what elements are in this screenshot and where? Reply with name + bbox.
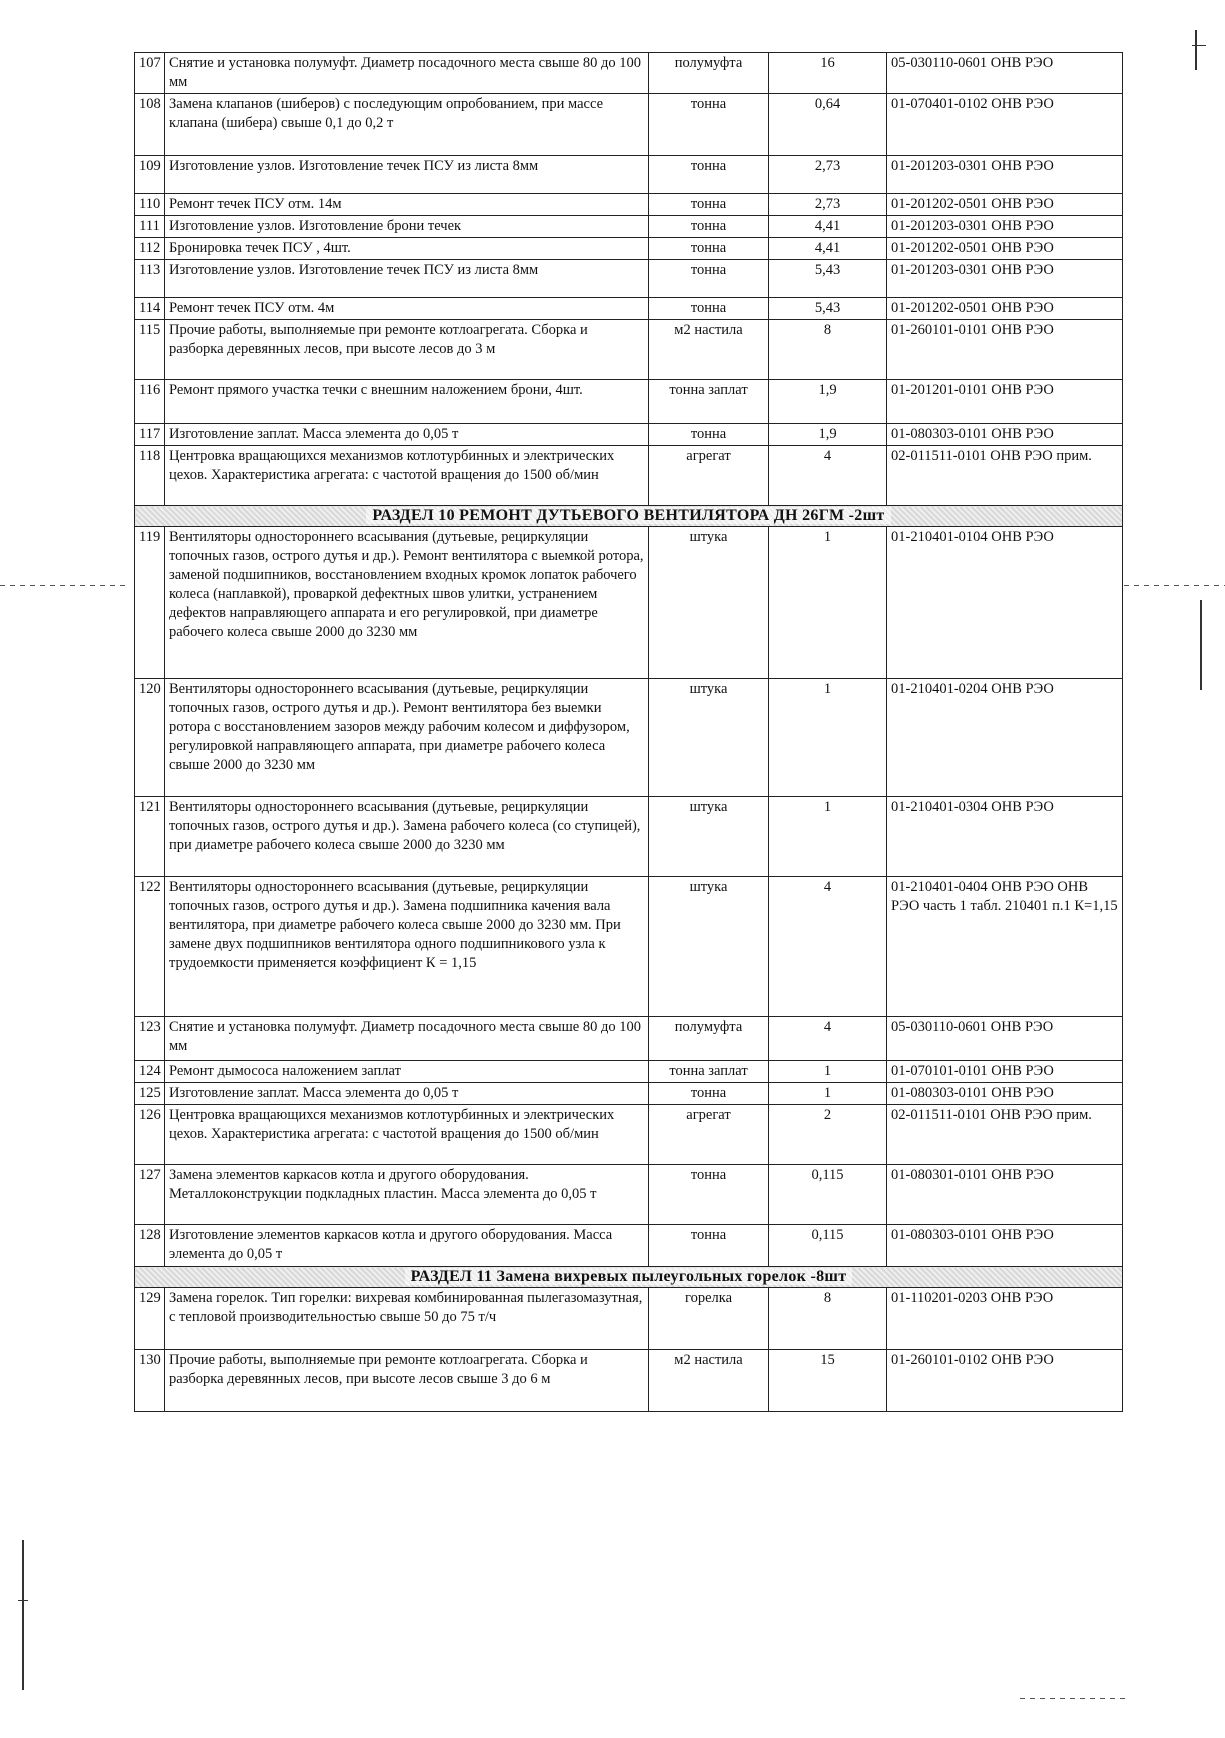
quantity: 16 <box>769 53 887 94</box>
row-number: 117 <box>135 424 165 446</box>
unit-of-measure: агрегат <box>649 446 769 506</box>
unit-of-measure: тонна <box>649 238 769 260</box>
table-row <box>135 216 1123 238</box>
work-description: Снятие и установка полумуфт. Диаметр посадочного места свыше 80 до 100 мм <box>165 1017 649 1061</box>
unit-of-measure: агрегат <box>649 1105 769 1165</box>
quantity: 4 <box>769 877 887 1017</box>
norm-code: 01-201202-0501 ОНВ РЭО <box>887 298 1123 320</box>
work-description: Изготовление заплат. Масса элемента до 0,05 т <box>165 1083 649 1105</box>
quantity: 1 <box>769 527 887 679</box>
unit-of-measure: тонна <box>649 298 769 320</box>
unit-of-measure: тонна <box>649 94 769 156</box>
work-description: Вентиляторы одностороннего всасывания (дутьевые, рециркуляции топочных газов, острого дутья и др.). Замена рабочего колеса (со ступицей), при диаметре рабочего колеса свыше 2000 до 3230 мм <box>165 797 649 877</box>
norm-code: 01-260101-0101 ОНВ РЭО <box>887 320 1123 380</box>
unit-of-measure: м2 настила <box>649 320 769 380</box>
work-description: Центровка вращающихся механизмов котлотурбинных и электрических цехов. Характеристика агрегата: с частотой вращения до 1500 об/мин <box>165 1105 649 1165</box>
table-row <box>135 797 1123 877</box>
row-number: 111 <box>135 216 165 238</box>
row-number: 113 <box>135 260 165 298</box>
table-row <box>135 1165 1123 1225</box>
row-number: 126 <box>135 1105 165 1165</box>
row-number: 112 <box>135 238 165 260</box>
work-description: Замена горелок. Тип горелки: вихревая комбинированная пылегазомазутная, с тепловой производительностью свыше 50 до 75 т/ч <box>165 1288 649 1350</box>
norm-code: 01-080303-0101 ОНВ РЭО <box>887 424 1123 446</box>
norm-code: 01-070101-0101 ОНВ РЭО <box>887 1061 1123 1083</box>
row-number: 115 <box>135 320 165 380</box>
work-description: Замена клапанов (шиберов) с последующим опробованием, при массе клапана (шибера) свыше 0,1 до 0,2 т <box>165 94 649 156</box>
margin-mark <box>1195 30 1197 70</box>
norm-code: 01-080303-0101 ОНВ РЭО <box>887 1083 1123 1105</box>
quantity: 0,115 <box>769 1165 887 1225</box>
quantity: 1,9 <box>769 424 887 446</box>
row-number: 122 <box>135 877 165 1017</box>
work-description: Ремонт дымососа наложением заплат <box>165 1061 649 1083</box>
norm-code: 01-201203-0301 ОНВ РЭО <box>887 260 1123 298</box>
quantity: 1 <box>769 679 887 797</box>
quantity: 8 <box>769 320 887 380</box>
margin-dash <box>1020 1698 1130 1699</box>
unit-of-measure: тонна <box>649 156 769 194</box>
work-description: Прочие работы, выполняемые при ремонте котлоагрегата. Сборка и разборка деревянных лесов, при высоте лесов свыше 3 до 6 м <box>165 1350 649 1412</box>
section-header-cell <box>135 1267 1123 1288</box>
unit-of-measure: штука <box>649 877 769 1017</box>
unit-of-measure: штука <box>649 527 769 679</box>
norm-code: 02-011511-0101 ОНВ РЭО прим. <box>887 446 1123 506</box>
norm-code: 02-011511-0101 ОНВ РЭО прим. <box>887 1105 1123 1165</box>
quantity: 4 <box>769 446 887 506</box>
section-10 <box>135 506 1123 527</box>
estimate-table <box>134 52 1123 1412</box>
norm-code: 01-210401-0204 ОНВ РЭО <box>887 679 1123 797</box>
table-row <box>135 1288 1123 1350</box>
table-row <box>135 1225 1123 1267</box>
table-row <box>135 156 1123 194</box>
quantity: 4 <box>769 1017 887 1061</box>
quantity: 1,9 <box>769 380 887 424</box>
norm-code: 01-080301-0101 ОНВ РЭО <box>887 1165 1123 1225</box>
row-number: 114 <box>135 298 165 320</box>
unit-of-measure: горелка <box>649 1288 769 1350</box>
quantity: 1 <box>769 1061 887 1083</box>
section-11 <box>135 1267 1123 1288</box>
work-description: Ремонт течек ПСУ отм. 4м <box>165 298 649 320</box>
quantity: 0,115 <box>769 1225 887 1267</box>
unit-of-measure: тонна <box>649 424 769 446</box>
row-number: 109 <box>135 156 165 194</box>
unit-of-measure: тонна <box>649 1165 769 1225</box>
table-row <box>135 380 1123 424</box>
unit-of-measure: штука <box>649 797 769 877</box>
margin-mark <box>18 1600 28 1601</box>
table-row <box>135 53 1123 94</box>
work-description: Изготовление элементов каркасов котла и другого оборудования. Масса элемента до 0,05 т <box>165 1225 649 1267</box>
row-number: 108 <box>135 94 165 156</box>
work-description: Ремонт прямого участка течки с внешним наложением брони, 4шт. <box>165 380 649 424</box>
table-row <box>135 298 1123 320</box>
table-row <box>135 1017 1123 1061</box>
row-number: 120 <box>135 679 165 797</box>
margin-mark <box>1200 600 1202 690</box>
norm-code: 01-201202-0501 ОНВ РЭО <box>887 194 1123 216</box>
unit-of-measure: тонна <box>649 1225 769 1267</box>
unit-of-measure: полумуфта <box>649 1017 769 1061</box>
margin-mark <box>22 1540 24 1690</box>
work-description: Изготовление узлов. Изготовление течек ПСУ из листа 8мм <box>165 156 649 194</box>
unit-of-measure: тонна заплат <box>649 1061 769 1083</box>
work-description: Ремонт течек ПСУ отм. 14м <box>165 194 649 216</box>
section-header-row <box>135 506 1123 527</box>
unit-of-measure: тонна <box>649 216 769 238</box>
norm-code: 01-210401-0104 ОНВ РЭО <box>887 527 1123 679</box>
quantity: 1 <box>769 1083 887 1105</box>
norm-code: 01-260101-0102 ОНВ РЭО <box>887 1350 1123 1412</box>
quantity: 8 <box>769 1288 887 1350</box>
row-number: 128 <box>135 1225 165 1267</box>
section-header-cell <box>135 506 1123 527</box>
unit-of-measure: тонна заплат <box>649 380 769 424</box>
norm-code: 01-201203-0301 ОНВ РЭО <box>887 216 1123 238</box>
norm-code: 01-110201-0203 ОНВ РЭО <box>887 1288 1123 1350</box>
row-number: 119 <box>135 527 165 679</box>
work-description: Прочие работы, выполняемые при ремонте котлоагрегата. Сборка и разборка деревянных лесов, при высоте лесов до 3 м <box>165 320 649 380</box>
work-description: Бронировка течек ПСУ , 4шт. <box>165 238 649 260</box>
quantity: 1 <box>769 797 887 877</box>
table-row <box>135 94 1123 156</box>
work-description: Изготовление узлов. Изготовление брони течек <box>165 216 649 238</box>
table-row <box>135 446 1123 506</box>
work-description: Снятие и установка полумуфт. Диаметр посадочного места свыше 80 до 100 мм <box>165 53 649 94</box>
quantity: 4,41 <box>769 238 887 260</box>
quantity: 2,73 <box>769 194 887 216</box>
quantity: 5,43 <box>769 260 887 298</box>
table-row <box>135 877 1123 1017</box>
quantity: 5,43 <box>769 298 887 320</box>
work-description: Изготовление заплат. Масса элемента до 0,05 т <box>165 424 649 446</box>
work-description: Вентиляторы одностороннего всасывания (дутьевые, рециркуляции топочных газов, острого дутья и др.). Ремонт вентилятора без выемки ротора с восстановлением зазоров между рабочим колесом и диффузором, регулировкой направляющего аппарата, при диаметре рабочего колеса свыше 2000 до 3230 мм <box>165 679 649 797</box>
table-row <box>135 1350 1123 1412</box>
unit-of-measure: тонна <box>649 1083 769 1105</box>
table-row <box>135 679 1123 797</box>
norm-code: 01-070401-0102 ОНВ РЭО <box>887 94 1123 156</box>
rows-group-b <box>135 527 1123 1267</box>
row-number: 110 <box>135 194 165 216</box>
norm-code: 05-030110-0601 ОНВ РЭО <box>887 53 1123 94</box>
row-number: 124 <box>135 1061 165 1083</box>
table-row <box>135 194 1123 216</box>
quantity: 4,41 <box>769 216 887 238</box>
margin-dash <box>0 585 128 586</box>
row-number: 125 <box>135 1083 165 1105</box>
unit-of-measure: тонна <box>649 260 769 298</box>
norm-code: 01-080303-0101 ОНВ РЭО <box>887 1225 1123 1267</box>
section-11-title: РАЗДЕЛ 11 Замена вихревых пылеугольных горелок -8шт <box>405 1268 853 1285</box>
table-row <box>135 1061 1123 1083</box>
table-row <box>135 260 1123 298</box>
norm-code: 01-201203-0301 ОНВ РЭО <box>887 156 1123 194</box>
table-row <box>135 1083 1123 1105</box>
row-number: 116 <box>135 380 165 424</box>
work-description: Вентиляторы одностороннего всасывания (дутьевые, рециркуляции топочных газов, острого дутья и др.). Замена подшипника качения вала вентилятора, при диаметре рабочего колеса свыше 2000 до 3230 мм. При замене двух подшипников вентилятора одного подшипникового узла к трудоемкости применяется коэффициент К = 1,15 <box>165 877 649 1017</box>
work-description: Изготовление узлов. Изготовление течек ПСУ из листа 8мм <box>165 260 649 298</box>
norm-code: 05-030110-0601 ОНВ РЭО <box>887 1017 1123 1061</box>
margin-mark <box>1192 45 1206 46</box>
table-row <box>135 527 1123 679</box>
table-row <box>135 238 1123 260</box>
row-number: 129 <box>135 1288 165 1350</box>
section-10-title: РАЗДЕЛ 10 РЕМОНТ ДУТЬЕВОГО ВЕНТИЛЯТОРА ДН 26ГМ -2шт <box>366 507 890 524</box>
quantity: 15 <box>769 1350 887 1412</box>
work-description: Вентиляторы одностороннего всасывания (дутьевые, рециркуляции топочных газов, острого дутья и др.). Ремонт вентилятора с выемкой ротора, заменой подшипников, восстановлением входных кромок лопаток рабочего колеса (наплавкой), проваркой дефектных швов улитки, устранением дефектов направляющего аппарата и его регулировкой, при диаметре рабочего колеса свыше 2000 до 3230 мм <box>165 527 649 679</box>
table-row <box>135 320 1123 380</box>
margin-dash <box>1124 585 1225 586</box>
row-number: 127 <box>135 1165 165 1225</box>
quantity: 0,64 <box>769 94 887 156</box>
unit-of-measure: полумуфта <box>649 53 769 94</box>
table-row <box>135 1105 1123 1165</box>
work-description: Центровка вращающихся механизмов котлотурбинных и электрических цехов. Характеристика агрегата: с частотой вращения до 1500 об/мин <box>165 446 649 506</box>
table-row <box>135 424 1123 446</box>
section-header-row <box>135 1267 1123 1288</box>
rows-group-a <box>135 53 1123 506</box>
unit-of-measure: тонна <box>649 194 769 216</box>
quantity: 2,73 <box>769 156 887 194</box>
norm-code: 01-210401-0404 ОНВ РЭО ОНВ РЭО часть 1 табл. 210401 п.1 К=1,15 <box>887 877 1123 1017</box>
rows-group-c <box>135 1288 1123 1412</box>
row-number: 123 <box>135 1017 165 1061</box>
norm-code: 01-201202-0501 ОНВ РЭО <box>887 238 1123 260</box>
row-number: 130 <box>135 1350 165 1412</box>
norm-code: 01-210401-0304 ОНВ РЭО <box>887 797 1123 877</box>
row-number: 121 <box>135 797 165 877</box>
row-number: 118 <box>135 446 165 506</box>
unit-of-measure: штука <box>649 679 769 797</box>
quantity: 2 <box>769 1105 887 1165</box>
row-number: 107 <box>135 53 165 94</box>
unit-of-measure: м2 настила <box>649 1350 769 1412</box>
work-description: Замена элементов каркасов котла и другого оборудования. Металлоконструкции подкладных пластин. Масса элемента до 0,05 т <box>165 1165 649 1225</box>
norm-code: 01-201201-0101 ОНВ РЭО <box>887 380 1123 424</box>
